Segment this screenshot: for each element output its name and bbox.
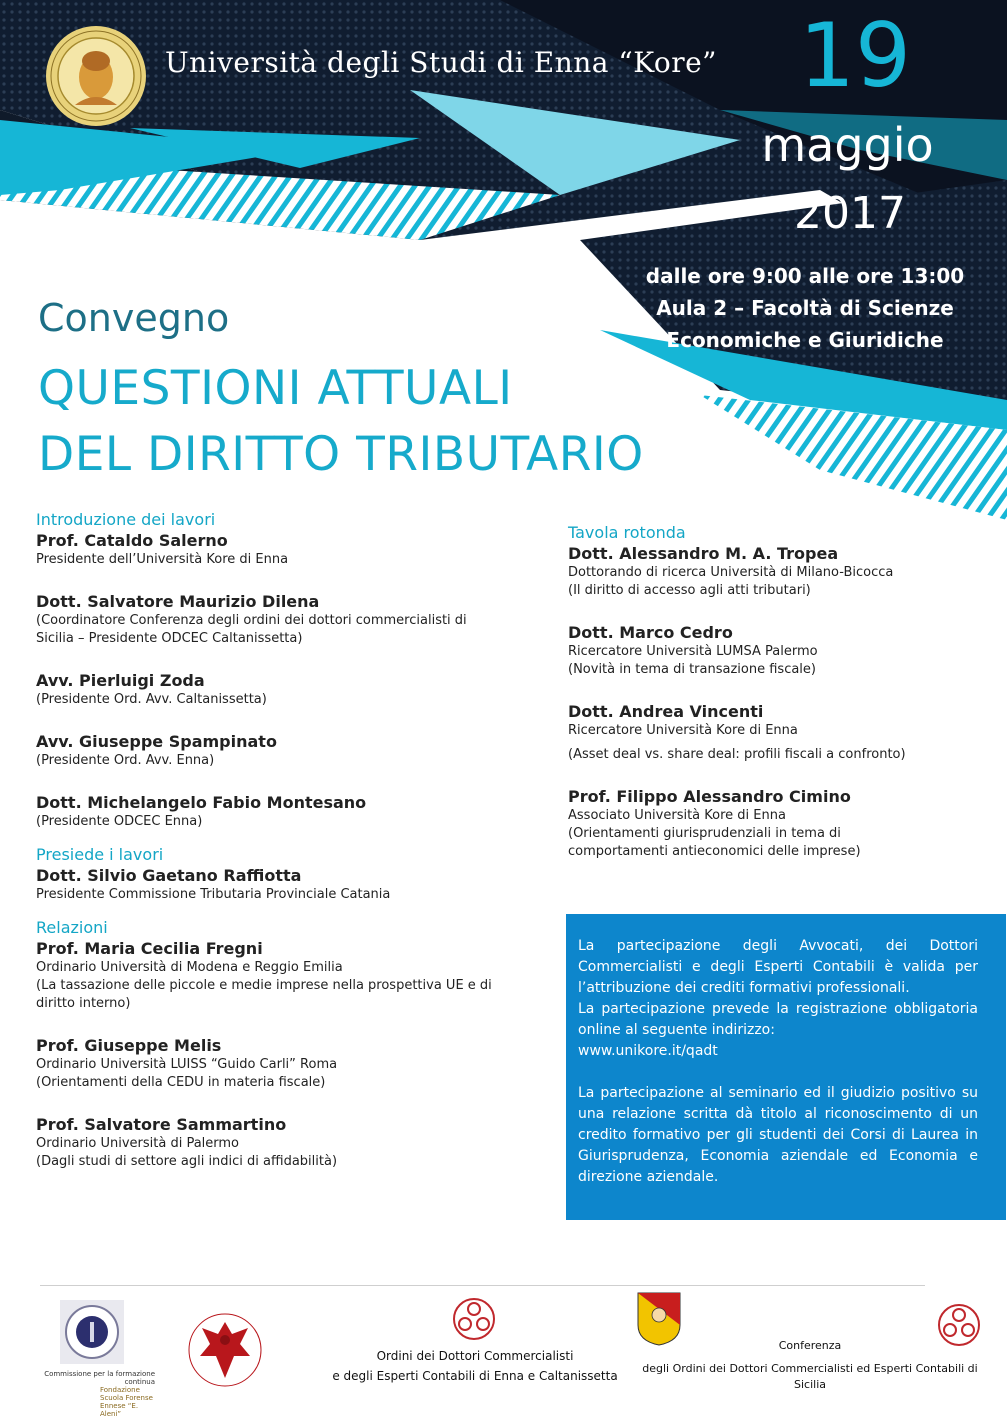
speaker-name: Dott. Alessandro M. A. Tropea — [568, 544, 839, 563]
speaker-name: Prof. Maria Cecilia Fregni — [36, 939, 263, 958]
footer-separator — [40, 1285, 925, 1286]
conference-label: Conferenza — [778, 1339, 842, 1352]
commission-logo — [30, 1300, 155, 1418]
speaker-name: Prof. Filippo Alessandro Cimino — [568, 787, 851, 806]
speaker-role: Dottorando di ricerca Università di Milano-Bicocca — [568, 565, 894, 580]
speaker-role: Associato Università Kore di Enna — [568, 808, 786, 823]
conference-text — [640, 1361, 980, 1393]
speaker-role: Ordinario Università di Modena e Reggio Emilia — [36, 960, 343, 975]
speaker-role: Ricercatore Università Kore di Enna — [568, 723, 798, 738]
registration-link[interactable]: www.unikore.it/qadt — [578, 1043, 718, 1059]
talk-topic: (Orientamenti della CEDU in materia fiscale) — [36, 1075, 326, 1090]
info-box — [566, 914, 1006, 1220]
event-place-line1: Aula 2 – Facoltà di Scienze — [656, 296, 954, 320]
left-program — [36, 510, 546, 1171]
speaker-name: Dott. Andrea Vincenti — [568, 702, 764, 721]
event-title-line1: QUESTIONI ATTUALI — [38, 361, 513, 416]
speaker-role: (Coordinatore Conferenza degli ordini dei dottori commercialisti di — [36, 613, 467, 628]
talk-topic: (Dagli studi di settore agli indici di affidabilità) — [36, 1154, 338, 1169]
speaker-role: Ricercatore Università LUMSA Palermo — [568, 644, 818, 659]
right-program — [568, 523, 988, 861]
speaker-name: Dott. Salvatore Maurizio Dilena — [36, 592, 320, 611]
conference-line1: degli Ordini dei Dottori Commercialisti ed Esperti Contabili di — [642, 1362, 978, 1375]
talk-topic: (Orientamenti giurisprudenziali in tema di — [568, 826, 841, 841]
talk-topic: (Il diritto di accesso agli atti tributari) — [568, 583, 811, 598]
speaker-name: Avv. Giuseppe Spampinato — [36, 732, 277, 751]
speaker-role: (Presidente Ord. Avv. Enna) — [36, 753, 215, 768]
event-title — [38, 356, 644, 488]
talk-topic: (Asset deal vs. share deal: profili fiscali a confronto) — [568, 747, 906, 762]
event-info — [620, 260, 990, 356]
talk-topic: (Novità in tema di transazione fiscale) — [568, 662, 816, 677]
event-year: 2017 — [794, 188, 906, 239]
odcec-text — [330, 1346, 620, 1386]
speaker-name: Prof. Cataldo Salerno — [36, 531, 228, 550]
talk-topic-cont: comportamenti antieconomici delle imprese) — [568, 844, 861, 859]
speaker-role: Presidente dell’Università Kore di Enna — [36, 552, 289, 567]
event-title-line2: DEL DIRITTO TRIBUTARIO — [38, 427, 644, 482]
info-credits: La partecipazione degli Avvocati, dei Dottori Commercialisti e degli Esperti Contabili è valida per l’attribuzione dei crediti formativi professionali. — [578, 938, 978, 996]
speaker-name: Dott. Marco Cedro — [568, 623, 733, 642]
event-type: Convegno — [38, 296, 230, 340]
event-place-line2: Economiche e Giuridiche — [666, 328, 944, 352]
odcec-line1: Ordini dei Dottori Commercialisti — [376, 1349, 574, 1363]
odcec-line2: e degli Esperti Contabili di Enna e Caltanissetta — [332, 1369, 618, 1383]
speaker-name: Prof. Salvatore Sammartino — [36, 1115, 287, 1134]
intro-label: Introduzione dei lavori — [36, 510, 216, 529]
speaker-name: Prof. Giuseppe Melis — [36, 1036, 222, 1055]
university-seal-icon — [45, 25, 147, 127]
commission-seal-icon — [30, 1300, 155, 1364]
talk-topic-cont: diritto interno) — [36, 996, 131, 1011]
conference-line2: Sicilia — [794, 1378, 826, 1391]
chair-label: Presiede i lavori — [36, 845, 164, 864]
talk-topic: (La tassazione delle piccole e medie imprese nella prospettiva UE e di — [36, 978, 492, 993]
university-name: Università degli Studi di Enna “Kore” — [165, 46, 717, 79]
conference-logo-icon — [937, 1303, 981, 1347]
speaker-name: Avv. Pierluigi Zoda — [36, 671, 205, 690]
speaker-role: (Presidente ODCEC Enna) — [36, 814, 203, 829]
commission-text: Commissione per la formazione continua — [44, 1370, 155, 1386]
speaker-role: Presidente Commissione Tributaria Provinciale Catania — [36, 887, 391, 902]
speaker-role-cont: Sicilia – Presidente ODCEC Caltanissetta) — [36, 631, 303, 646]
lawyers-order-seal-icon — [184, 1298, 266, 1402]
talks-label: Relazioni — [36, 918, 108, 937]
speaker-name: Dott. Silvio Gaetano Raffiotta — [36, 866, 302, 885]
speaker-role: (Presidente Ord. Avv. Caltanissetta) — [36, 692, 267, 707]
round-table-label: Tavola rotonda — [568, 523, 686, 542]
event-day: 19 — [799, 4, 911, 107]
speaker-role: Ordinario Università LUISS “Guido Carli” Roma — [36, 1057, 338, 1072]
info-students: La partecipazione al seminario ed il giudizio positivo su una relazione scritta dà titolo al riconoscimento di un credito formativo per gli studenti dei Corsi di Laurea in Giurisprudenza, Economia aziendale ed Economia e direzione aziendale. — [578, 1085, 978, 1185]
speaker-role: Ordinario Università di Palermo — [36, 1136, 240, 1151]
sicily-coat-of-arms-icon — [636, 1291, 682, 1347]
event-month: maggio — [761, 118, 934, 172]
speaker-name: Dott. Michelangelo Fabio Montesano — [36, 793, 367, 812]
odcec-logo-icon — [452, 1297, 496, 1341]
foundation-text: Fondazione Scuola Forense Ennese “E. Aleni” — [100, 1386, 153, 1418]
event-time: dalle ore 9:00 alle ore 13:00 — [645, 264, 965, 288]
info-registration: La partecipazione prevede la registrazione obbligatoria online al seguente indirizzo: — [578, 1001, 978, 1038]
